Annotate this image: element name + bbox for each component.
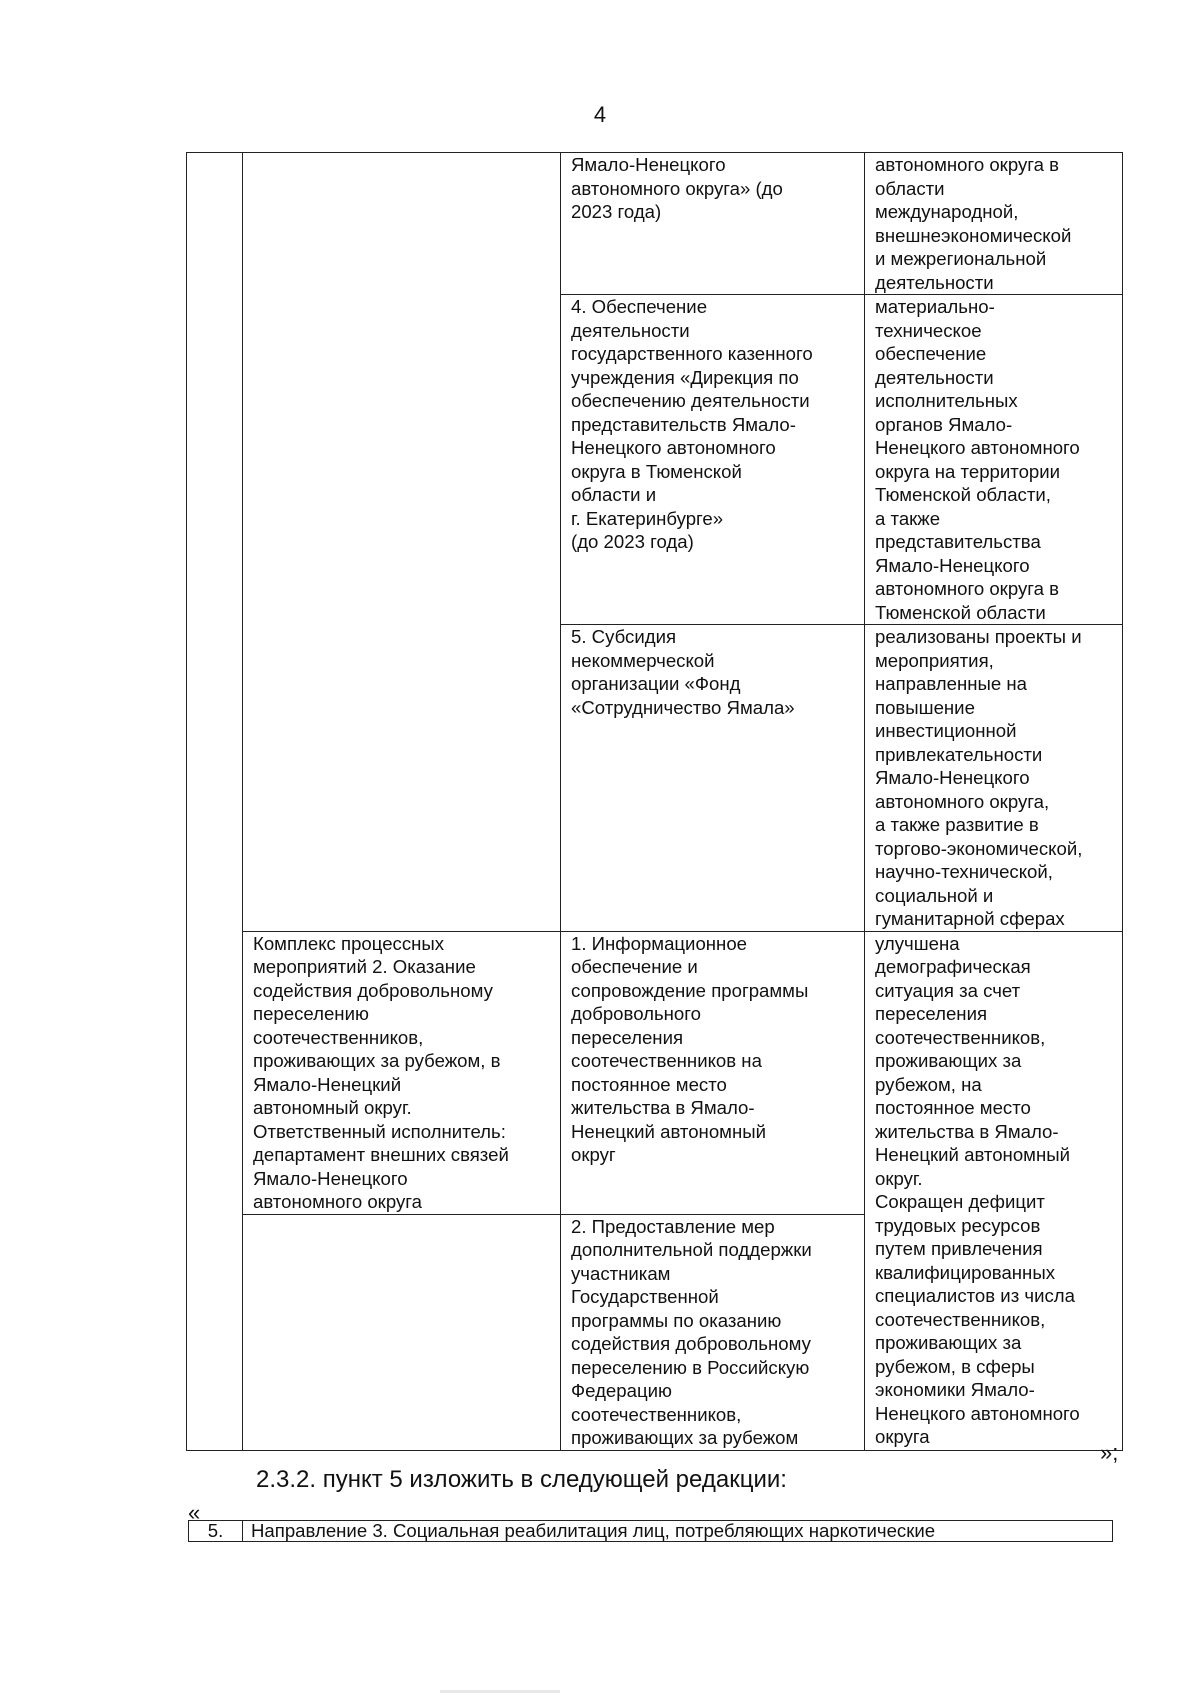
- table-cell-measure: 2. Предоставление мер дополнительной поддержки участникам Государственной программы по оказанию содействия добровольному переселению в Российскую Федерацию соотечественников, проживающих за рубежом: [561, 1214, 865, 1450]
- table-cell-result: автономного округа в области международной, внешнеэкономической и межрегиональной деятельности: [865, 153, 1123, 295]
- table-row: [189, 1521, 1113, 1542]
- table-cell-measure: 4. Обеспечение деятельности государственного казенного учреждения «Дирекция по обеспечению деятельности представительств Ямало- Ненецкого автономного округа в Тюменской области и г. Екатеринбурге» (до 2023 года): [561, 295, 865, 625]
- table-cell-result: реализованы проекты и мероприятия, направленные на повышение инвестиционной привлекательности Ямало-Ненецкого автономного округа, а также развитие в торгово-экономической, научно-технической, социальной и гуманитарной сферах: [865, 625, 1123, 932]
- table-cell-empty: [243, 1214, 561, 1450]
- row-number: 5.: [189, 1521, 243, 1542]
- table-cell-measure: 1. Информационное обеспечение и сопровождение программы добровольного переселения соотечественников на постоянное место жительства в Ямало- Ненецкий автономный округ: [561, 931, 865, 1214]
- direction-title: Направление 3. Социальная реабилитация лиц, потребляющих наркотические: [243, 1521, 1113, 1542]
- scan-artifact: [440, 1690, 560, 1693]
- table-cell-result: материально- техническое обеспечение деятельности исполнительных органов Ямало- Ненецкого автономного округа на территории Тюменской области, а также представительства Ямало-Ненецкого автономного округа в Тюменской области: [865, 295, 1123, 625]
- opening-quote: «: [188, 1500, 201, 1525]
- direction-table: [188, 1520, 1113, 1542]
- amendment-text: 2.3.2. пункт 5 изложить в следующей редакции:: [256, 1466, 787, 1493]
- table-row: [187, 931, 1123, 1214]
- table-cell-empty: [243, 153, 561, 932]
- table-row: [187, 153, 1123, 295]
- page-number: 4: [593, 102, 607, 127]
- table-cell-number: [187, 153, 243, 1451]
- table-cell-measure: Ямало-Ненецкого автономного округа» (до 2023 года): [561, 153, 865, 295]
- table-cell-complex: Комплекс процессных мероприятий 2. Оказание содействия добровольному переселению соотечественников, проживающих за рубежом, в Ямало-Ненецкий автономный округ. Ответственный исполнитель: департамент внешних связей Ямало-Ненецкого автономного округа: [243, 931, 561, 1214]
- table-cell-measure: 5. Субсидия некоммерческой организации «Фонд «Сотрудничество Ямала»: [561, 625, 865, 932]
- measures-table: [186, 152, 1123, 1451]
- closing-quote: »;: [1100, 1440, 1119, 1465]
- table-cell-result: улучшена демографическая ситуация за счет переселения соотечественников, проживающих за рубежом, на постоянное место жительства в Ямало- Ненецкий автономный округ. Сокращен дефицит трудовых ресурсов путем привлечения квалифицированных специалистов из числа соотечественников, проживающих за рубежом, в сферы экономики Ямало- Ненецкого автономного округа: [865, 931, 1123, 1450]
